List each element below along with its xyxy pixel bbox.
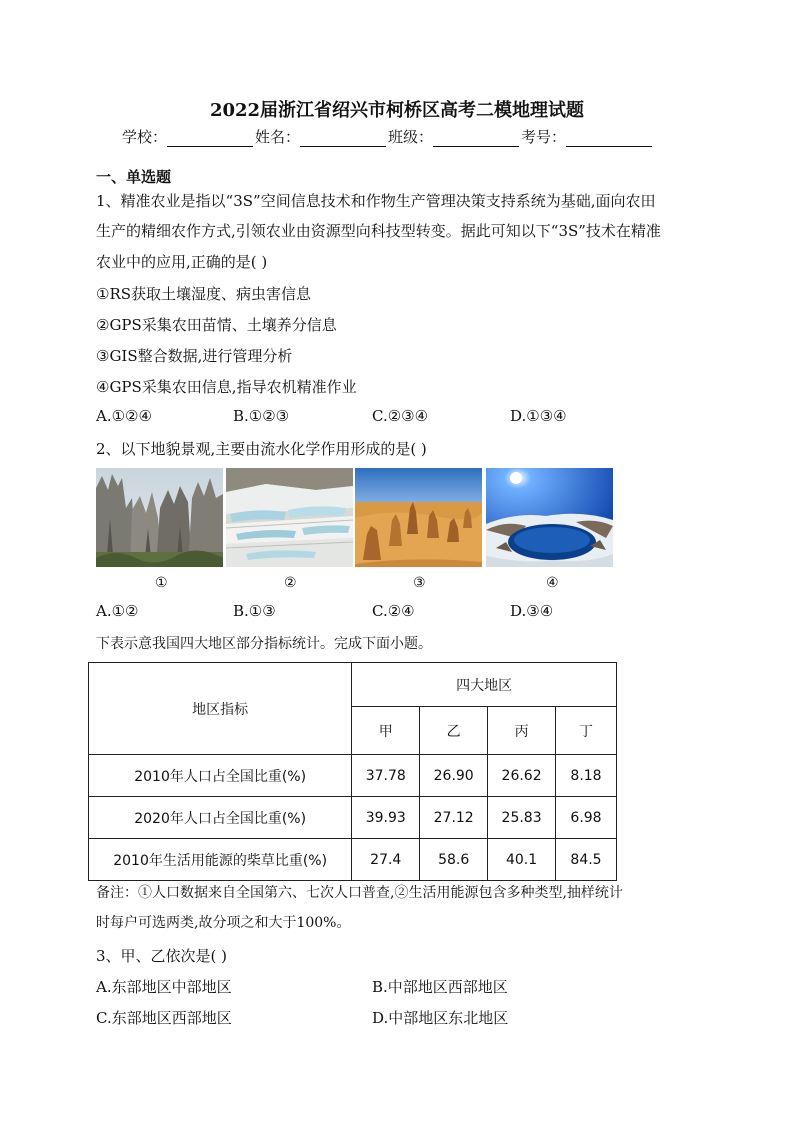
table-cell: 25.83 xyxy=(488,797,556,839)
q1-option-b[interactable]: B.①②③ xyxy=(233,407,290,425)
table-row xyxy=(89,797,617,839)
crater-lake-image xyxy=(486,468,613,567)
school-label: 学校： xyxy=(122,128,168,146)
region-indicator-table xyxy=(88,662,617,881)
table-cell: 84.5 xyxy=(556,839,617,881)
school-blank[interactable] xyxy=(167,132,253,147)
image-caption-3: ③ xyxy=(413,575,426,591)
table-cell: 27.12 xyxy=(420,797,488,839)
image-caption-1: ① xyxy=(155,575,168,591)
table-corner-header: 地区指标 xyxy=(89,663,352,755)
desert-pinnacles-image xyxy=(355,468,482,567)
table-cell: 40.1 xyxy=(488,839,556,881)
travertine-terraces-image xyxy=(226,468,353,567)
student-info-row xyxy=(122,126,654,147)
q1-option-a[interactable]: A.①②④ xyxy=(96,407,152,425)
q3-option-c[interactable]: C.东部地区西部地区 xyxy=(96,1009,232,1027)
q3-option-b[interactable]: B.中部地区西部地区 xyxy=(372,978,508,996)
region-header-jia: 甲 xyxy=(352,707,420,755)
q3-option-d[interactable]: D.中部地区东北地区 xyxy=(372,1009,509,1027)
q2-option-a[interactable]: A.①② xyxy=(96,602,139,620)
image-caption-2: ② xyxy=(284,575,297,591)
region-header-ding: 丁 xyxy=(556,707,617,755)
region-header-bing: 丙 xyxy=(488,707,556,755)
region-header-yi: 乙 xyxy=(420,707,488,755)
q1-option-c[interactable]: C.②③④ xyxy=(372,407,429,425)
q1-statement-2: ②GPS采集农田苗情、土壤养分信息 xyxy=(96,316,337,334)
table-note-line-1: 备注：①人口数据来自全国第六、七次人口普查,②生活用能源包含多种类型,抽样统计 xyxy=(96,885,623,901)
table-cell: 26.90 xyxy=(420,755,488,797)
image-caption-4: ④ xyxy=(546,575,559,591)
table-row xyxy=(89,839,617,881)
section-title: 一、单选题 xyxy=(96,168,172,186)
class-label: 班级： xyxy=(388,128,434,146)
exam-number-blank[interactable] xyxy=(566,132,652,147)
table-intro: 下表示意我国四大地区部分指标统计。完成下面小题。 xyxy=(96,636,432,652)
q3-option-a[interactable]: A.东部地区中部地区 xyxy=(96,978,232,996)
exam-number-label: 考号： xyxy=(521,128,567,146)
table-cell: 27.4 xyxy=(352,839,420,881)
table-group-header: 四大地区 xyxy=(352,663,617,707)
row-label: 2020年人口占全国比重(%) xyxy=(89,797,352,839)
table-cell: 58.6 xyxy=(420,839,488,881)
q1-stem-line-3: 农业中的应用,正确的是( ) xyxy=(96,253,268,271)
q1-stem-line-2: 生产的精细农作方式,引领农业由资源型向科技型转变。据此可知以下“3S”技术在精准 xyxy=(96,222,661,240)
q2-option-d[interactable]: D.③④ xyxy=(510,602,554,620)
row-label: 2010年生活用能源的柴草比重(%) xyxy=(89,839,352,881)
table-cell: 26.62 xyxy=(488,755,556,797)
q2-stem: 2、以下地貌景观,主要由流水化学作用形成的是( ) xyxy=(96,440,427,458)
q1-statement-3: ③GIS整合数据,进行管理分析 xyxy=(96,347,293,365)
table-note-line-2: 时每户可选两类,故分项之和大于100%。 xyxy=(96,915,351,931)
q1-statement-4: ④GPS采集农田信息,指导农机精准作业 xyxy=(96,378,357,396)
q1-stem-line-1: 1、精准农业是指以“3S”空间信息技术和作物生产管理决策支持系统为基础,面向农田 xyxy=(96,192,656,210)
q3-stem: 3、甲、乙依次是( ) xyxy=(96,947,228,965)
name-blank[interactable] xyxy=(300,132,386,147)
q2-option-c[interactable]: C.②④ xyxy=(372,602,415,620)
row-label: 2010年人口占全国比重(%) xyxy=(89,755,352,797)
table-cell: 39.93 xyxy=(352,797,420,839)
q1-statement-1: ①RS获取土壤湿度、病虫害信息 xyxy=(96,285,312,303)
class-blank[interactable] xyxy=(433,132,519,147)
page-title: 2022届浙江省绍兴市柯桥区高考二模地理试题 xyxy=(209,100,585,121)
table-cell: 6.98 xyxy=(556,797,617,839)
name-label: 姓名： xyxy=(255,128,301,146)
table-row xyxy=(89,755,617,797)
q2-option-b[interactable]: B.①③ xyxy=(233,602,276,620)
table-cell: 37.78 xyxy=(352,755,420,797)
table-cell: 8.18 xyxy=(556,755,617,797)
q1-option-d[interactable]: D.①③④ xyxy=(510,407,567,425)
karst-stone-forest-image xyxy=(96,468,223,567)
